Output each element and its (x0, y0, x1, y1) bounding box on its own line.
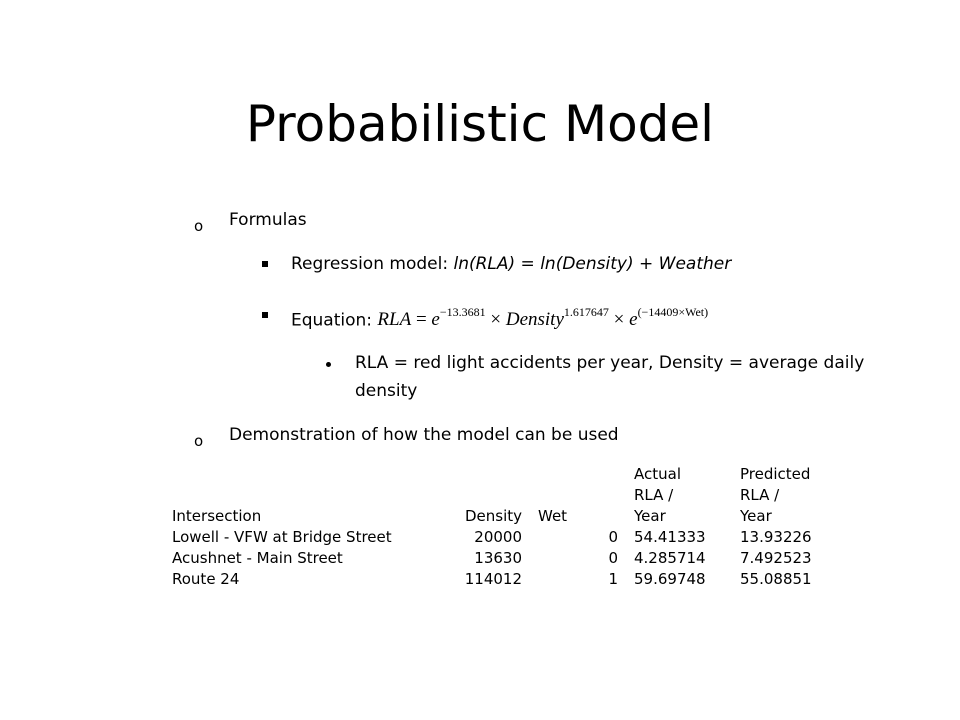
header-intersection: Intersection (172, 507, 262, 525)
eq-var: Density (505, 309, 564, 331)
regression-formula: ln(RLA) = ln(Density) + Weather (453, 254, 732, 274)
eq-exp1: −13.3681 (439, 305, 486, 319)
header-density: Density (464, 507, 522, 525)
equation-formula: RLA = $e^{-13.3681}$ × Density$^{1.617647}$ × $e^{(-14409\times Wet)}$ (377, 305, 709, 331)
cell-intersection: Acushnet - Main Street (172, 549, 343, 567)
eq-base2: e (629, 309, 638, 331)
cell-wet: 0 (608, 549, 618, 567)
cell-intersection: Route 24 (172, 570, 240, 588)
cell-actual: 4.285714 (634, 549, 706, 567)
table-row (170, 527, 826, 548)
table-row (170, 569, 826, 590)
cell-predicted: 13.93226 (740, 528, 812, 546)
model-demo-table (170, 464, 826, 590)
cell-predicted: 7.492523 (740, 549, 812, 567)
regression-prefix: Regression model: (291, 254, 454, 274)
cell-intersection: Lowell - VFW at Bridge Street (172, 528, 392, 546)
cell-actual: 59.69748 (634, 570, 706, 588)
eq-lhs: RLA (377, 309, 412, 331)
definition-line-1: RLA = red light accidents per year, Density = average daily (355, 353, 865, 373)
table-row (170, 548, 826, 569)
header-actual: Actual RLA / Year (634, 465, 681, 525)
table-header-row (170, 464, 826, 527)
cell-density: 13630 (474, 549, 522, 567)
circle-bullet-icon: o (194, 432, 204, 450)
equation-prefix: Equation: (291, 310, 378, 331)
cell-density: 114012 (464, 570, 522, 588)
cell-actual: 54.41333 (634, 528, 706, 546)
cell-density: 20000 (474, 528, 522, 546)
square-bullet-icon (262, 261, 268, 267)
definition-line-2: density (355, 381, 418, 401)
eq-exp2: 1.617647 (563, 305, 609, 319)
header-wet: Wet (538, 507, 568, 525)
cell-predicted: 55.08851 (740, 570, 812, 588)
cell-wet: 0 (608, 528, 618, 546)
eq-exp3: (−14409×Wet) (637, 305, 709, 319)
square-bullet-icon (262, 312, 268, 318)
formulas-heading: Formulas (229, 210, 307, 230)
cell-wet: 1 (608, 570, 618, 588)
eq-base1: e (431, 309, 440, 331)
header-predicted: Predicted RLA / Year (740, 465, 811, 525)
regression-line (291, 253, 731, 275)
dot-bullet-icon (326, 362, 331, 367)
demonstration-heading: Demonstration of how the model can be used (229, 425, 619, 445)
slide-title: Probabilistic Model (245, 95, 715, 153)
equation-line (291, 303, 708, 331)
circle-bullet-icon: o (194, 217, 204, 235)
